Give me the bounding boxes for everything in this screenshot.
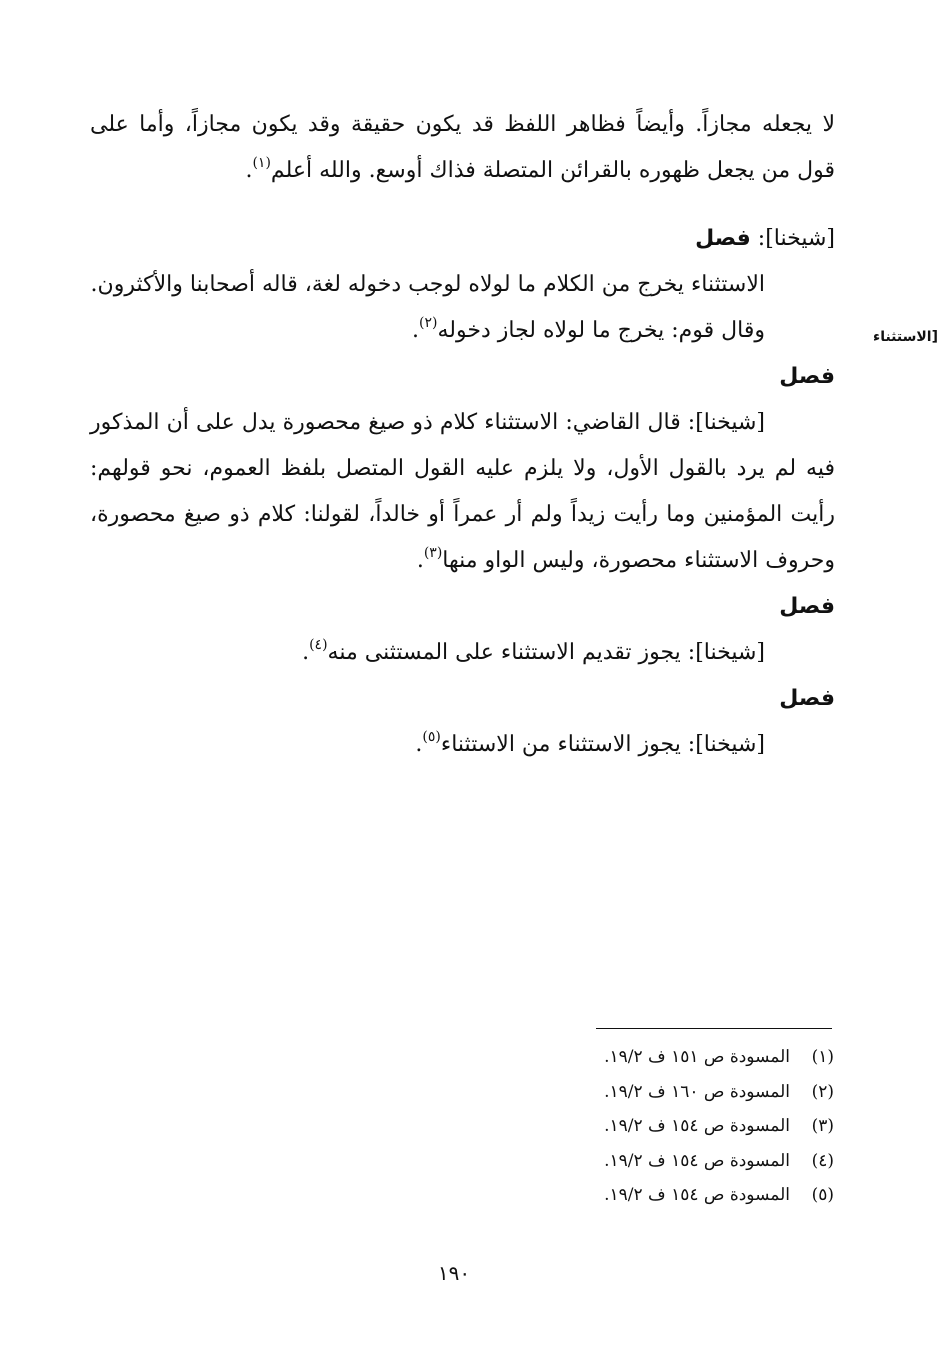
paragraph-1-text: لا يجعله مجازاً. وأيضاً فظاهر اللفظ قد يكون حقيقة وقد يكون مجازاً، وأما على قول من يجعل ظهوره بالقرائن المتصلة فذاك أوسع. والله أعلم	[90, 112, 835, 183]
paragraph-5-text: [شيخنا]: يجوز تقديم الاستثناء على المستثنى منه	[327, 640, 765, 665]
paragraph-1-end: .	[245, 158, 253, 183]
footnote-number: (٢)	[811, 1081, 834, 1102]
section-heading-2: فصل	[779, 364, 835, 389]
footnote-ref-3[interactable]: (٣)	[423, 545, 443, 561]
footnote-number: (١)	[811, 1047, 834, 1067]
section-heading-1	[90, 216, 835, 262]
paragraph-2: الاستثناء يخرج من الكلام ما لولاه لوجب دخوله لغة، قاله أصحابنا والأكثرون.	[90, 272, 765, 297]
footnote-text: المسودة ص ١٥٤ ف ١٩/٢.	[604, 1150, 790, 1171]
footnote-item	[470, 1144, 834, 1179]
footnote-ref-2[interactable]: (٢)	[419, 315, 438, 331]
footnote-text: المسودة ص ١٥١ ف ١٩/٢.	[604, 1047, 790, 1067]
footnote-ref-5[interactable]: (٥)	[422, 729, 441, 745]
footnote-item	[470, 1040, 834, 1075]
footnote-number: (٤)	[811, 1150, 834, 1171]
footnote-ref-4[interactable]: (٤)	[309, 637, 328, 653]
paragraph-5-end: .	[302, 640, 310, 665]
paragraph-3-end: .	[412, 318, 420, 343]
page-number: ١٩٠	[437, 1261, 471, 1285]
footnote-ref-1[interactable]: (١)	[252, 155, 271, 171]
paragraph-1	[90, 102, 835, 194]
paragraph-4-text: [شيخنا]: قال القاضي: الاستثناء كلام ذو صيغ محصورة يدل على أن المذكور فيه لم يرد بالقول الأول، ولا يلزم عليه القول المتصل بلفظ العموم، نحو قولهم: رأيت المؤمنين وما رأيت زيداً ولم أر عمراً أو خالداً، لقولنا: كلام ذو صيغ محصورة، وحروف الاستثناء محصورة، وليس الواو منها	[90, 410, 835, 573]
footnotes	[470, 1040, 834, 1213]
footnote-item	[470, 1178, 834, 1213]
paragraph-4	[90, 400, 835, 584]
footnote-text: المسودة ص ١٦٠ ف ١٩/٢.	[604, 1081, 790, 1102]
section-heading-3: فصل	[779, 594, 835, 619]
section-heading-4: فصل	[779, 686, 835, 711]
main-text	[90, 102, 835, 768]
paragraph-6-end: .	[415, 732, 423, 757]
heading-1-title: فصل	[695, 226, 751, 251]
footnote-number: (٥)	[811, 1185, 834, 1205]
footnote-text: المسودة ص ١٥٤ ف ١٩/٢.	[604, 1116, 790, 1136]
footnote-number: (٣)	[811, 1116, 834, 1136]
paragraph-6	[90, 722, 835, 768]
footnote-item	[470, 1075, 834, 1110]
footnote-separator	[596, 1028, 832, 1029]
heading-1-prefix: [شيخنا]:	[750, 226, 835, 251]
paragraph-3-text: وقال قوم: يخرج ما لولاه لجاز دخوله	[437, 318, 765, 343]
footnote-item	[470, 1109, 834, 1144]
footnote-text: المسودة ص ١٥٤ ف ١٩/٢.	[604, 1185, 790, 1205]
paragraph-5	[90, 630, 835, 676]
paragraph-4-end: .	[416, 548, 424, 573]
margin-note: [الاستثناء	[873, 329, 938, 345]
paragraph-3	[90, 308, 835, 354]
paragraph-6-text: [شيخنا]: يجوز الاستثناء من الاستثناء	[440, 732, 765, 757]
